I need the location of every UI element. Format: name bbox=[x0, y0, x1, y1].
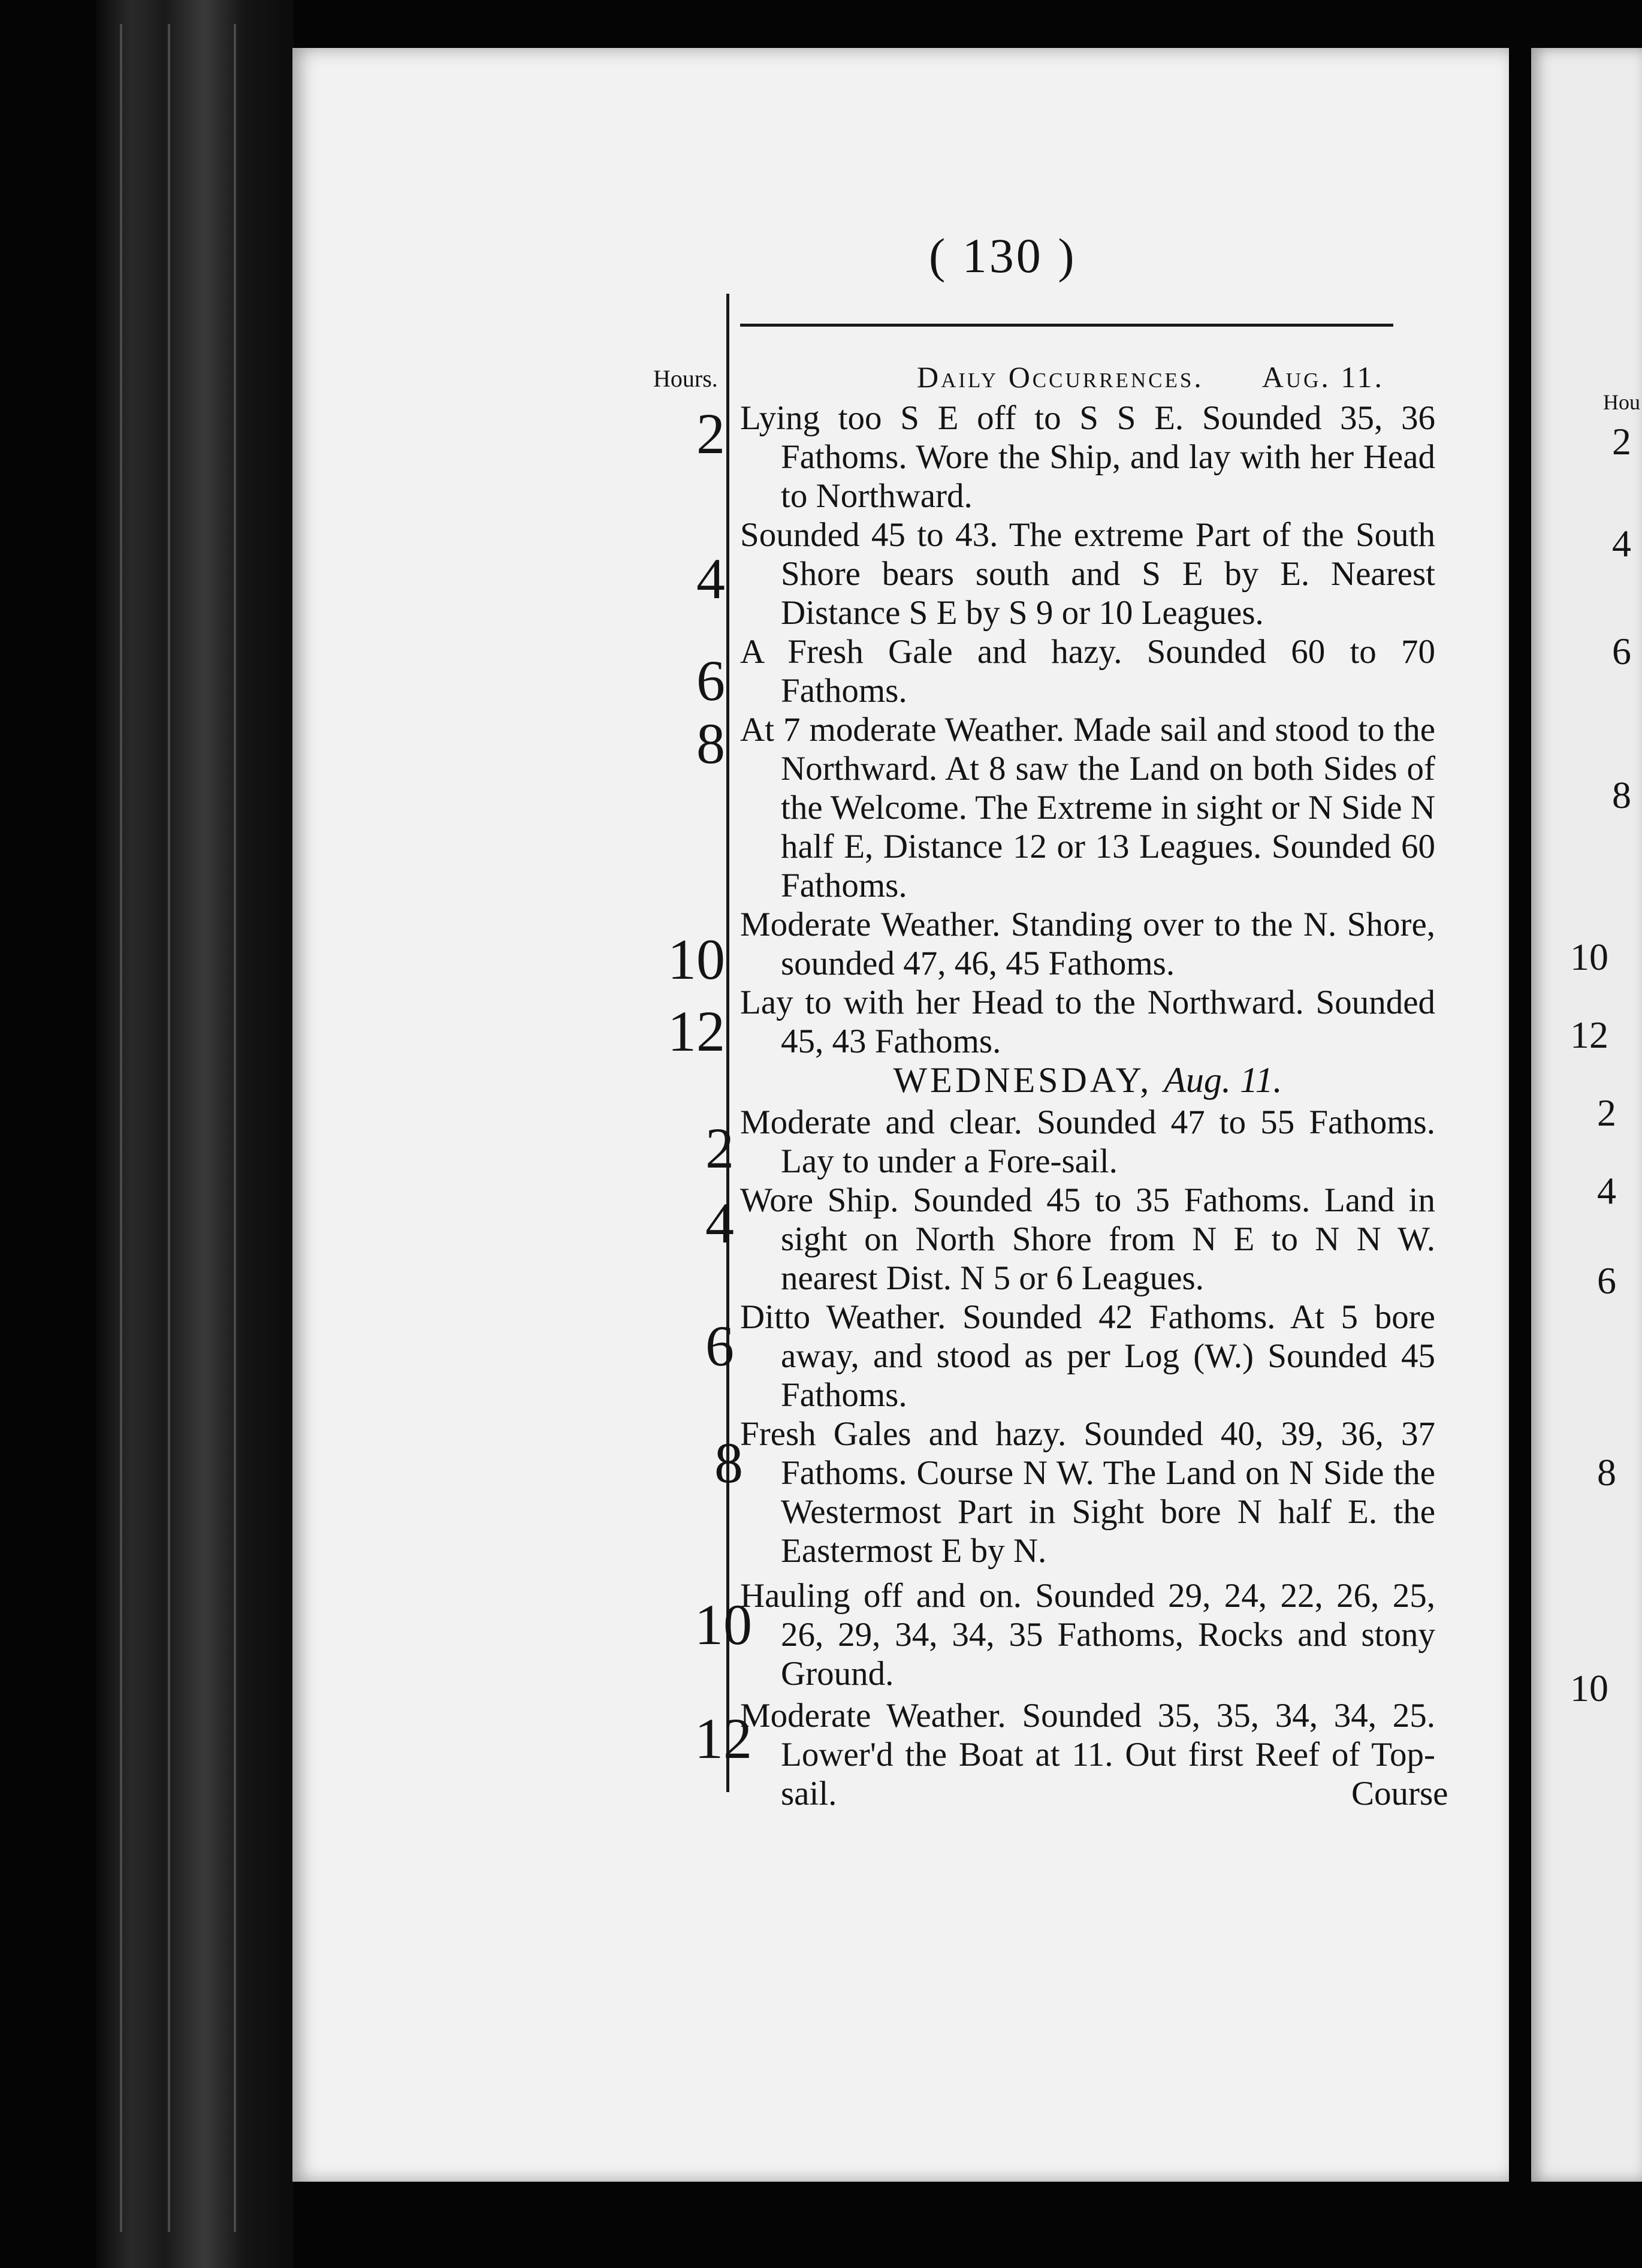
catchword: Course bbox=[1351, 1775, 1448, 1812]
hour-label: 12 bbox=[668, 999, 725, 1063]
running-head bbox=[917, 360, 1384, 394]
log-entry: Hauling off and on. Sounded 29, 24, 22, 26, 25, 26, 29, 34, 34, 35 Fathoms, Rocks and stony Ground. bbox=[740, 1577, 1435, 1693]
log-entry: A Fresh Gale and hazy. Sounded 60 to 70 Fathoms. bbox=[740, 633, 1435, 710]
day-heading-date: Aug. 11. bbox=[1164, 1060, 1282, 1100]
day-heading bbox=[740, 1060, 1435, 1101]
header-rule bbox=[740, 324, 1393, 327]
hour-label: 10 bbox=[695, 1593, 752, 1657]
facing-hour: 6 bbox=[1597, 1259, 1616, 1302]
facing-hour: 8 bbox=[1612, 774, 1631, 816]
log-entry: At 7 moderate Weather. Made sail and stood to the Northward. At 8 saw the Land on both Sides of the Welcome. The Extreme in sight or N Side N half E, Distance 12 or 13 Leagues. Sounded 60 Fathoms. bbox=[740, 711, 1435, 904]
edge-line bbox=[234, 24, 236, 2232]
running-head-date: Aug. 11. bbox=[1261, 360, 1384, 394]
facing-page bbox=[1531, 48, 1642, 2182]
log-entry: Ditto Weather. Sounded 42 Fathoms. At 5 bore away, and stood as per Log (W.) Sounded 45 Fathoms. bbox=[740, 1298, 1435, 1414]
facing-hours-label: Hou bbox=[1603, 390, 1640, 414]
log-entry: Wore Ship. Sounded 45 to 35 Fathoms. Land in sight on North Shore from N E to N N W. nearest Dist. N 5 or 6 Leagues. bbox=[740, 1181, 1435, 1297]
facing-hour: 12 bbox=[1570, 1014, 1608, 1056]
hour-label: 8 bbox=[714, 1431, 743, 1495]
hour-label: 10 bbox=[668, 927, 725, 991]
facing-hour: 10 bbox=[1570, 1667, 1608, 1709]
facing-hour: 10 bbox=[1570, 936, 1608, 978]
log-entry: Sounded 45 to 43. The extreme Part of the South Shore bears south and S E by E. Nearest Distance S E by S 9 or 10 Leagues. bbox=[740, 516, 1435, 632]
log-entry: Lying too S E off to S S E. Sounded 35, 36 Fathoms. Wore the Ship, and lay with her Head to Northward. bbox=[740, 399, 1435, 515]
log-entry: Moderate and clear. Sounded 47 to 55 Fathoms. Lay to under a Fore-sail. bbox=[740, 1103, 1435, 1180]
hour-label: 6 bbox=[705, 1314, 734, 1378]
facing-hour: 4 bbox=[1597, 1169, 1616, 1212]
hour-label: 6 bbox=[696, 649, 725, 713]
facing-hour: 6 bbox=[1612, 630, 1631, 672]
hour-label: 4 bbox=[705, 1191, 734, 1255]
book-edge bbox=[96, 0, 294, 2268]
facing-hour: 4 bbox=[1612, 522, 1631, 565]
log-entry: Moderate Weather. Sounded 35, 35, 34, 34, 25. Lower'd the Boat at 11. Out first Reef of Top-sail. bbox=[740, 1697, 1435, 1812]
edge-line bbox=[168, 24, 170, 2232]
log-entry: Lay to with her Head to the Northward. Sounded 45, 43 Fathoms. bbox=[740, 984, 1435, 1060]
hour-label: 4 bbox=[696, 547, 725, 611]
facing-hour: 8 bbox=[1597, 1451, 1616, 1494]
running-head-title: Daily Occurrences. bbox=[917, 360, 1204, 394]
page-number: ( 130 ) bbox=[929, 228, 1077, 283]
hour-label: 12 bbox=[695, 1706, 752, 1771]
facing-hour: 2 bbox=[1612, 420, 1631, 463]
hour-label: 8 bbox=[696, 711, 725, 776]
hour-label: 2 bbox=[696, 402, 725, 466]
hour-label: 2 bbox=[705, 1116, 734, 1180]
log-entry: Moderate Weather. Standing over to the N. Shore, sounded 47, 46, 45 Fathoms. bbox=[740, 906, 1435, 982]
hours-column-rule bbox=[726, 294, 729, 1792]
log-entry: Fresh Gales and hazy. Sounded 40, 39, 36, 37 Fathoms. Course N W. The Land on N Side the Westermost Part in Sight bore N half E. the Eastermost E by N. bbox=[740, 1415, 1435, 1570]
day-heading-day: WEDNESDAY, bbox=[893, 1060, 1152, 1100]
facing-hour: 2 bbox=[1597, 1091, 1616, 1134]
edge-line bbox=[120, 24, 122, 2232]
hours-column-label: Hours. bbox=[653, 365, 718, 392]
